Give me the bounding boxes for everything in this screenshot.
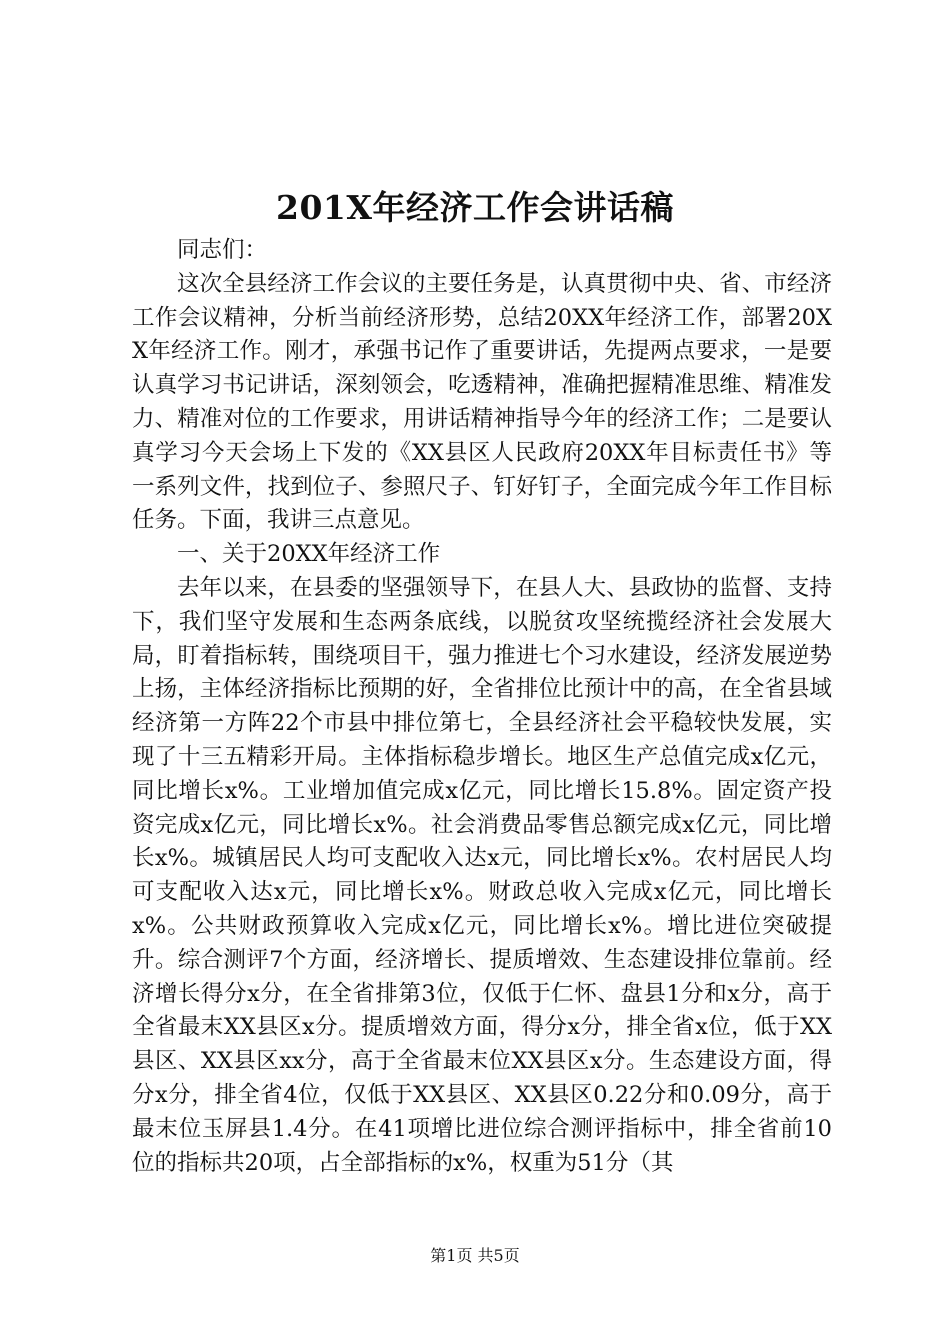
intro-paragraph: 这次全县经济工作会议的主要任务是，认真贯彻中央、省、市经济工作会议精神，分析当前经济形势，总结20XX年经济工作，部署20XX年经济工作。刚才，承强书记作了重要讲话，先提两点要求，一是要认真学习书记讲话，深刻领会，吃透精神，准确把握精准思维、精准发力、精准对位的工作要求，用讲话精神指导今年的经济工作；二是要认真学习今天会场上下发的《XX县区人民政府20XX年目标责任书》等一系列文件，找到位子、参照尺子、钉好钉子，全面完成今年工作目标任务。下面，我讲三点意见。 (132, 270, 832, 534)
section-paragraph: 去年以来，在县委的坚强领导下，在县人大、县政协的监督、支持下，我们坚守发展和生态两条底线，以脱贫攻坚统揽经济社会发展大局，盯着指标转，围绕项目干，强力推进七个习水建设，经济发展逆势上扬，主体经济指标比预期的好，全省排位比预计中的高，在全省县域经济第一方阵22个市县中排位第七，全县经济社会平稳较快发展，实现了十三五精彩开局。主体指标稳步增长。地区生产总值完成x亿元，同比增长x%。工业增加值完成x亿元，同比增长15.8%。固定资产投资完成x亿元，同比增长x%。社会消费品零售总额完成x亿元，同比增长x%。城镇居民人均可支配收入达x元，同比增长x%。农村居民人均可支配收入达x元，同比增长x%。财政总收入完成x亿元，同比增长x%。公共财政预算收入完成x亿元，同比增长x%。增比进位突破提升。综合测评7个方面，经济增长、提质增效、生态建设排位靠前。经济增长得分x分，在全省排第3位，仅低于仁怀、盘县1分和x分，高于全省最末XX县区x分。提质增效方面，得分x分，排全省x位，低于XX县区、XX县区xx分，高于全省最末位XX县区x分。生态建设方面，得分x分，排全省4位，仅低于XX县区、XX县区0.22分和0.09分，高于最末位玉屏县1.4分。在41项增比进位综合测评指标中，排全省前10位的指标共20项，占全部指标的x%，权重为51分（其 (132, 574, 832, 1176)
document-title: 201X年经济工作会讲话稿 (276, 188, 674, 227)
salutation-paragraph: 同志们： (177, 237, 268, 263)
page-footer: 第1页 共5页 (430, 1246, 520, 1265)
document-body (132, 234, 832, 1180)
section-heading: 一、关于20XX年经济工作 (177, 541, 441, 568)
